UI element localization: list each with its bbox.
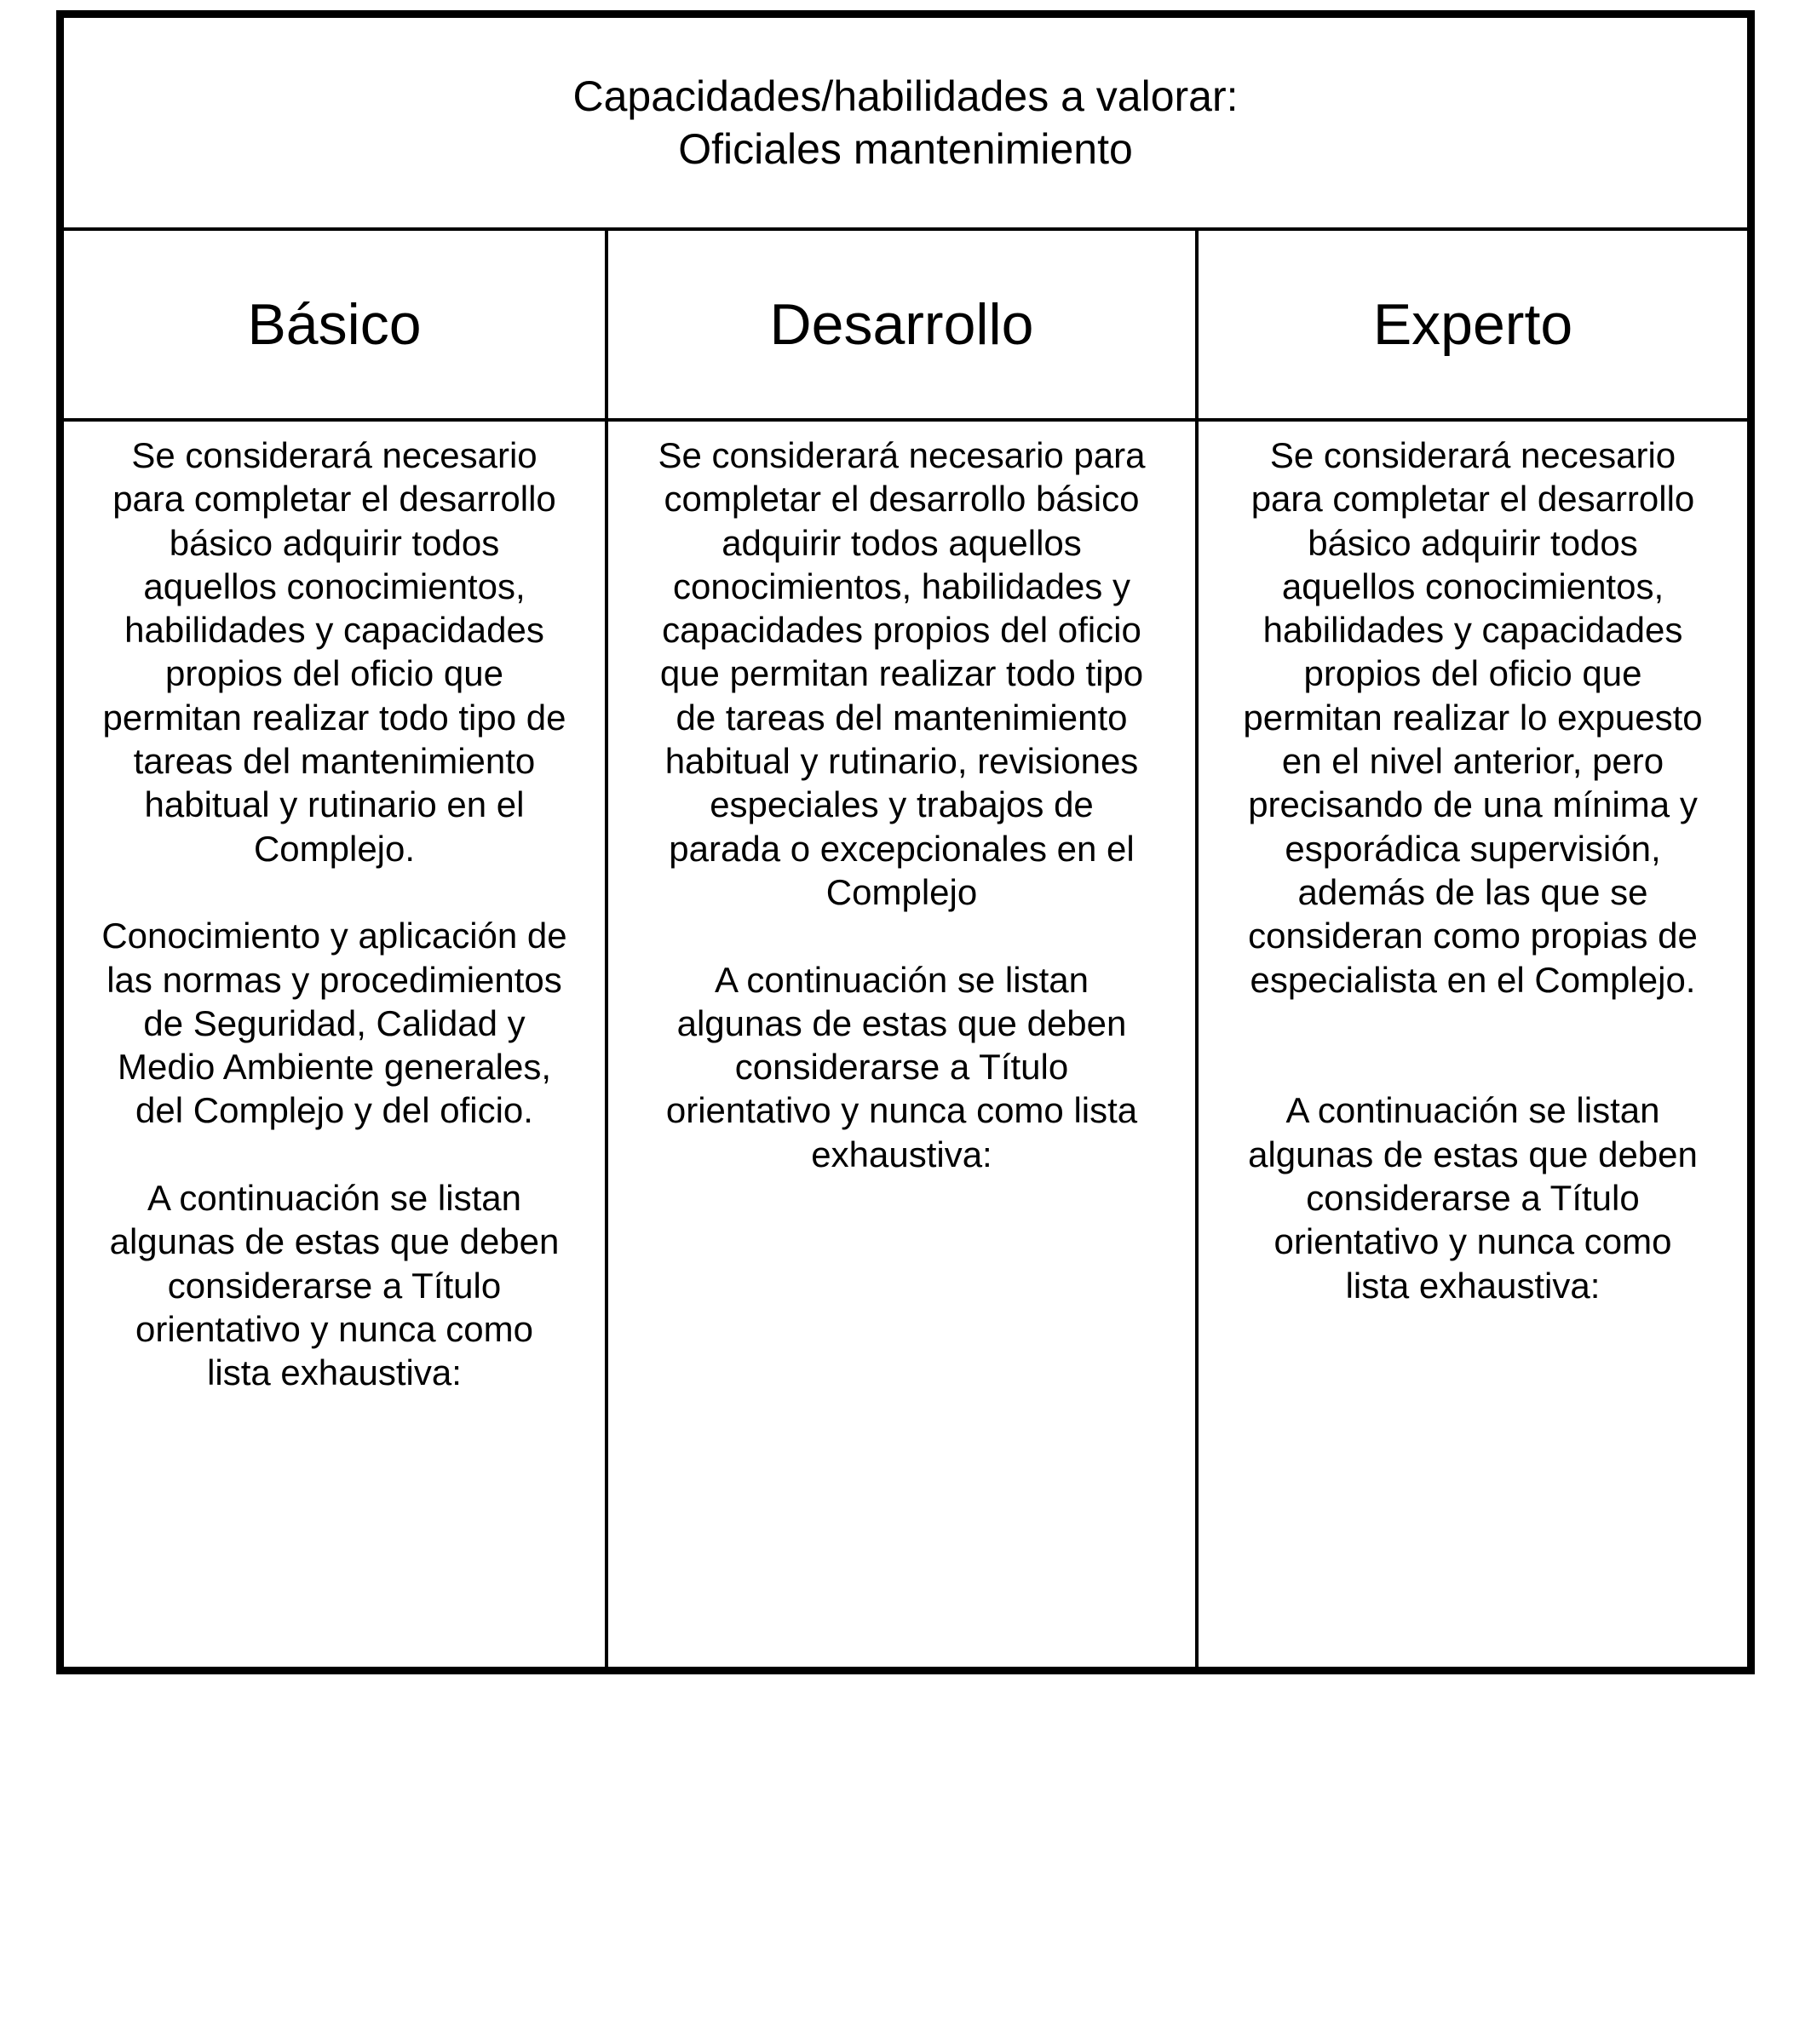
- table-title-line-2: Oficiales mantenimiento: [678, 125, 1133, 173]
- desarrollo-paragraph-2: A continuación se listan algunas de estas que deben considerarse a Título orientativo y nunca como lista exhaustiva:: [665, 959, 1138, 1174]
- column-basico: [64, 231, 608, 1667]
- column-desarrollo: [608, 231, 1199, 1667]
- table-title: [64, 18, 1747, 231]
- column-body-experto: [1199, 422, 1747, 1307]
- basico-paragraph-3: A continuación se listan algunas de estas que deben considerarse a Título orientativo y nunca como lista exhaustiva:: [109, 1178, 560, 1393]
- table-title-line-1: Capacidades/habilidades a valorar:: [572, 72, 1239, 120]
- column-heading-experto: Experto: [1199, 231, 1747, 422]
- column-experto: [1199, 231, 1747, 1667]
- column-heading-basico: Básico: [64, 231, 605, 422]
- experto-paragraph-2: A continuación se listan algunas de estas que deben considerarse a Título orientativo y nunca como lista exhaustiva:: [1248, 1090, 1698, 1306]
- column-body-basico: [64, 422, 605, 1395]
- basico-paragraph-1: Se considerará necesario para completar el desarrollo básico adquirir todos aquellos conocimientos, habilidades y capacidades propios del oficio que permitan realizar todo tipo de tareas del mantenimiento habitual y rutinario en el Complejo.: [102, 435, 566, 869]
- paragraph-spacer: [1217, 1002, 1728, 1089]
- paragraph-spacer: [83, 870, 586, 914]
- column-body-desarrollo: [608, 422, 1195, 1176]
- experto-paragraph-1: Se considerará necesario para completar el desarrollo básico adquirir todos aquellos conocimientos, habilidades y capacidades propios del oficio que permitan realizar lo expuesto en el nivel anterior, pero precisando de una mínima y esporádica supervisión, además de las que se consideran como propias de especialista en el Complejo.: [1243, 435, 1703, 1000]
- desarrollo-paragraph-1: Se considerará necesario para completar el desarrollo básico adquirir todos aquellos conocimientos, habilidades y capacidades propios del oficio que permitan realizar todo tipo de tareas del mantenimiento habitual y rutinario, revisiones especiales y trabajos de parada o excepcionales en el Complejo: [658, 435, 1146, 912]
- paragraph-spacer: [627, 914, 1176, 957]
- basico-paragraph-2: Conocimiento y aplicación de las normas y procedimientos de Seguridad, Calidad y Medio Ambiente generales, del Complejo y del oficio.: [101, 916, 567, 1131]
- column-heading-desarrollo: Desarrollo: [608, 231, 1195, 422]
- paragraph-spacer: [83, 1133, 586, 1176]
- capabilities-table: [56, 10, 1755, 1674]
